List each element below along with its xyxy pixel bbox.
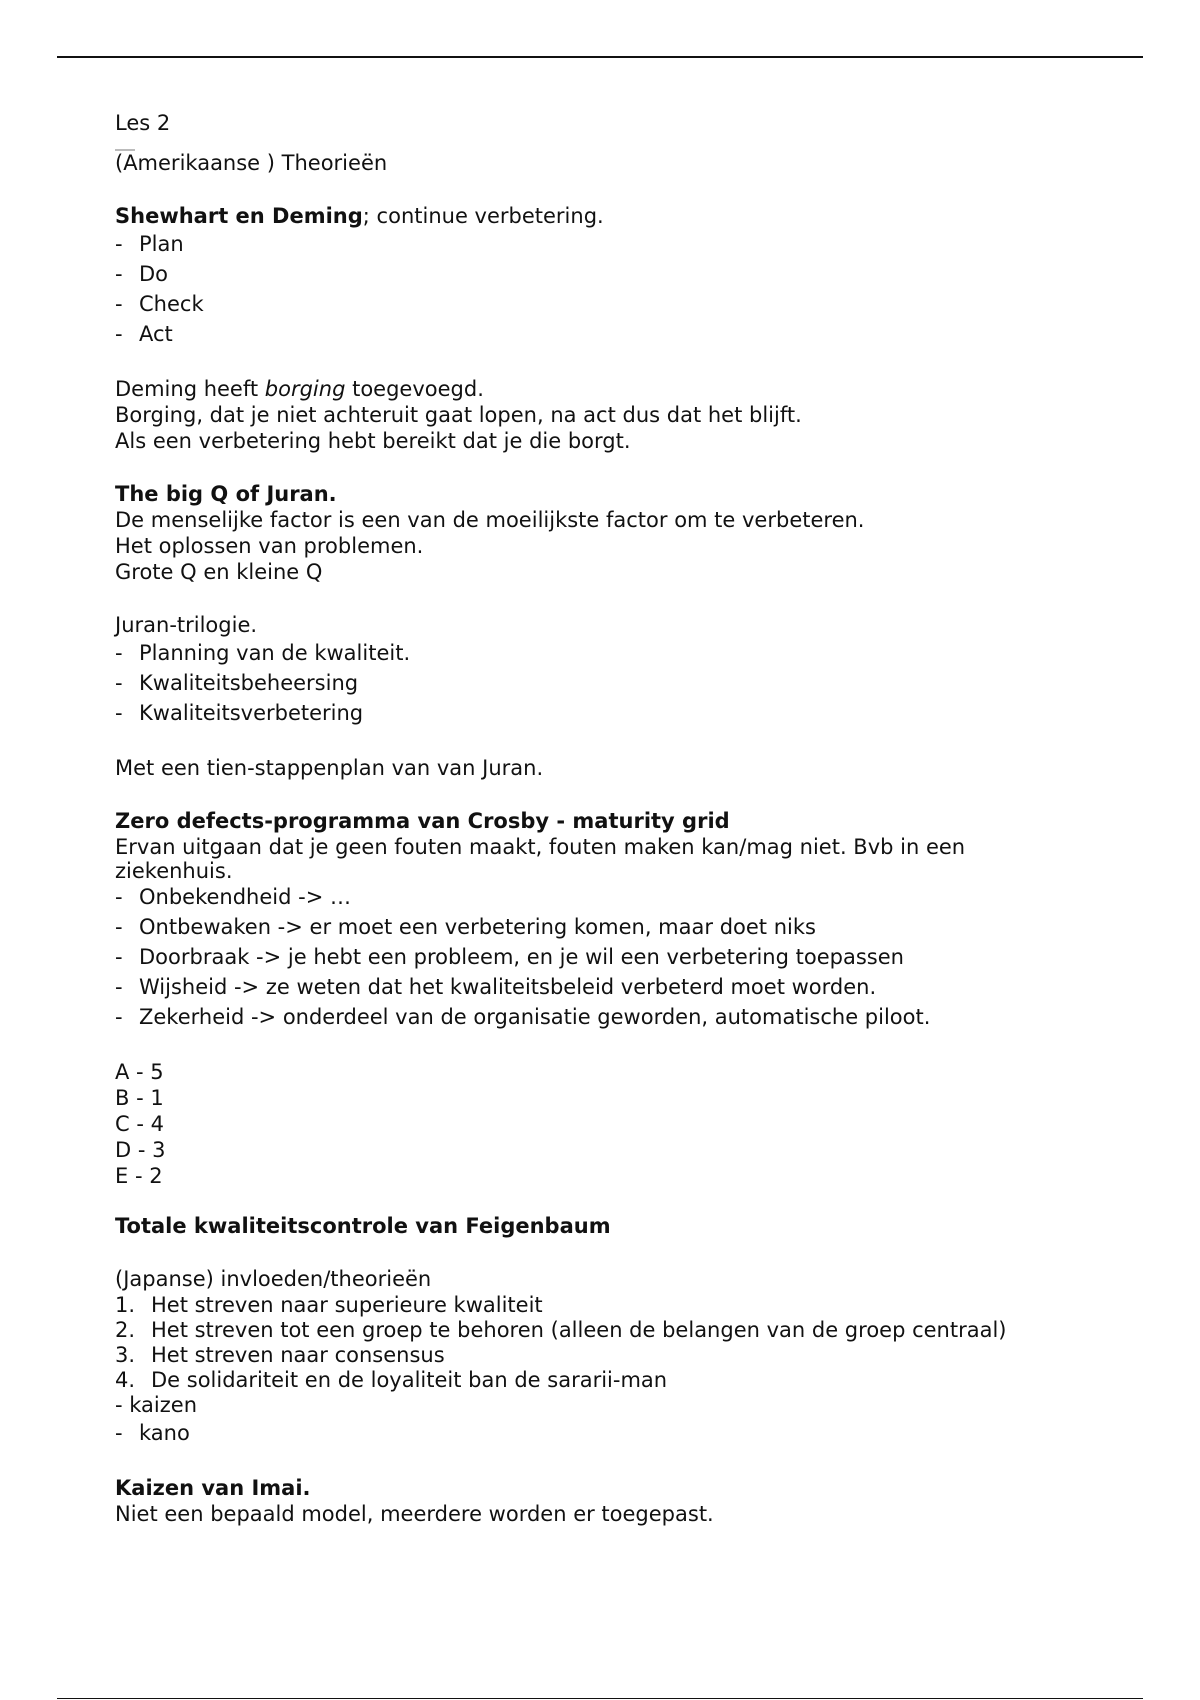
answer-line: D - 3 bbox=[115, 1138, 166, 1162]
title-underline bbox=[115, 136, 1115, 150]
footer-rule bbox=[57, 1698, 1143, 1699]
numbered-item: 3. Het streven naar consensus bbox=[115, 1342, 445, 1367]
borging-line-2: Als een verbetering hebt bereikt dat je die borgt. bbox=[115, 429, 631, 453]
feigenbaum-heading: Totale kwaliteitscontrole van Feigenbaum bbox=[115, 1214, 611, 1238]
numbered-item: 2. Het streven tot een groep te behoren (alleen de belangen van de groep centraal) bbox=[115, 1317, 1007, 1342]
juran-heading: The big Q of Juran. bbox=[115, 482, 337, 506]
list-item: - Kwaliteitsbeheersing bbox=[115, 671, 359, 695]
list-item: - Ontbewaken -> er moet een verbetering komen, maar doet niks bbox=[115, 915, 816, 939]
list-item: - Kwaliteitsverbetering bbox=[115, 701, 364, 725]
header-rule bbox=[57, 56, 1143, 58]
shewhart-heading-rest: ; continue verbetering. bbox=[362, 204, 604, 228]
trilogy-title: Juran-trilogie. bbox=[115, 613, 258, 637]
japanese-title: (Japanse) invloeden/theorieën bbox=[115, 1267, 432, 1291]
numbered-item: 1. Het streven naar superieure kwaliteit bbox=[115, 1292, 543, 1317]
juran-line: De menselijke factor is een van de moeilijkste factor om te verbeteren. bbox=[115, 508, 865, 532]
list-item: - Planning van de kwaliteit. bbox=[115, 641, 411, 665]
crosby-intro: Ervan uitgaan dat je geen fouten maakt, fouten maken kan/mag niet. Bvb in een bbox=[115, 835, 966, 859]
answer-line: E - 2 bbox=[115, 1164, 163, 1188]
juran-line: Het oplossen van problemen. bbox=[115, 534, 424, 558]
list-item: - Wijsheid -> ze weten dat het kwaliteitsbeleid verbeterd moet worden. bbox=[115, 975, 877, 999]
shewhart-heading: Shewhart en Deming bbox=[115, 204, 363, 228]
imai-heading: Kaizen van Imai. bbox=[115, 1476, 311, 1500]
deming-paragraph: Deming heeft borging toegevoegd. bbox=[115, 377, 484, 401]
imai-text: Niet een bepaald model, meerdere worden er toegepast. bbox=[115, 1502, 714, 1526]
answer-line: B - 1 bbox=[115, 1086, 164, 1110]
list-item: - Plan bbox=[115, 232, 184, 256]
list-item: - Check bbox=[115, 292, 204, 316]
page-title: Les 2 bbox=[115, 111, 171, 135]
list-item: - Do bbox=[115, 262, 169, 286]
answer-line: A - 5 bbox=[115, 1060, 164, 1084]
crosby-heading: Zero defects-programma van Crosby - maturity grid bbox=[115, 809, 730, 833]
list-item: - kano bbox=[115, 1421, 190, 1445]
section-subtitle: (Amerikaanse ) Theorieën bbox=[115, 151, 388, 175]
list-item: - Doorbraak -> je hebt een probleem, en je wil een verbetering toepassen bbox=[115, 945, 904, 969]
document-body bbox=[115, 110, 1115, 1527]
borging-line: Borging, dat je niet achteruit gaat lopen, na act dus dat het blijft. bbox=[115, 403, 802, 427]
answer-line: C - 4 bbox=[115, 1112, 164, 1136]
kaizen-line: - kaizen bbox=[115, 1393, 198, 1417]
list-item: - Onbekendheid -> … bbox=[115, 885, 351, 909]
shewhart-heading-line bbox=[115, 203, 1115, 229]
list-item: - Zekerheid -> onderdeel van de organisatie geworden, automatische piloot. bbox=[115, 1005, 931, 1029]
list-item: - Act bbox=[115, 322, 173, 346]
numbered-item: 4. De solidariteit en de loyaliteit ban de sararii-man bbox=[115, 1367, 668, 1392]
juran-line: Grote Q en kleine Q bbox=[115, 560, 323, 584]
crosby-intro-2: ziekenhuis. bbox=[115, 859, 233, 883]
juran-plan: Met een tien-stappenplan van van Juran. bbox=[115, 756, 544, 780]
